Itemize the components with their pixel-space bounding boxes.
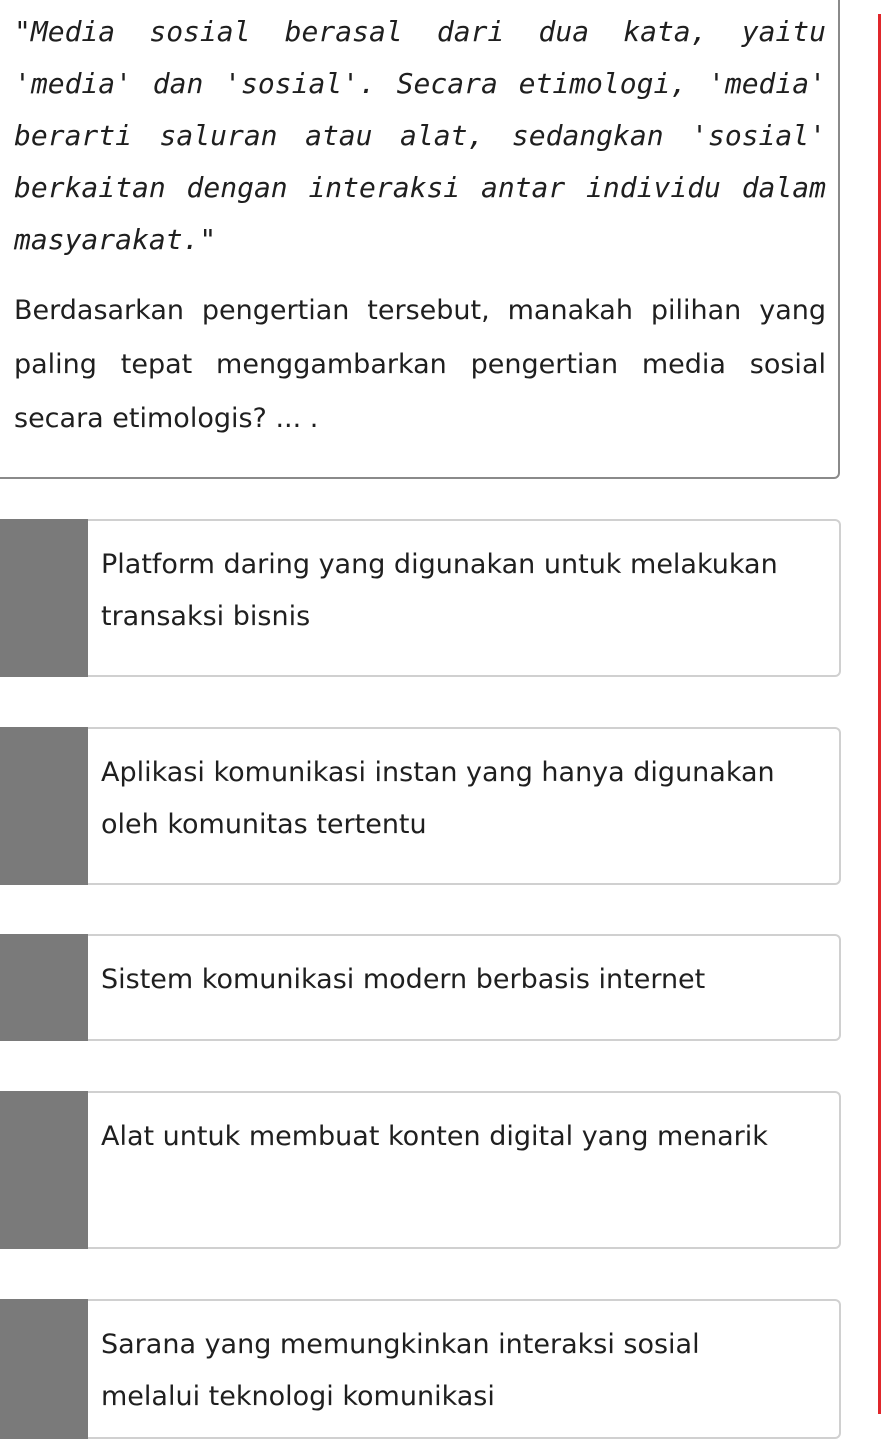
question-card bbox=[0, 0, 840, 479]
answer-option-4[interactable] bbox=[0, 1091, 841, 1249]
option-text: Aplikasi komunikasi instan yang hanya digunakan oleh komunitas tertentu bbox=[101, 757, 775, 840]
option-text: Alat untuk membuat konten digital yang menarik bbox=[101, 1121, 768, 1152]
question-quote: "Media sosial berasal dari dua kata, yaitu 'media' dan 'sosial'. Secara etimologi, 'media' berarti saluran atau alat, sedangkan 'sosial' berkaitan dengan interaksi antar individu dalam masyarakat." bbox=[14, 15, 826, 256]
answer-option-5[interactable] bbox=[0, 1299, 841, 1439]
scrollbar-track[interactable] bbox=[878, 14, 881, 1414]
option-marker[interactable] bbox=[0, 519, 88, 677]
option-marker[interactable] bbox=[0, 1091, 88, 1249]
option-marker[interactable] bbox=[0, 1299, 88, 1439]
option-text: Sarana yang memungkinkan interaksi sosial melalui teknologi komunikasi bbox=[101, 1329, 700, 1412]
question-prompt: Berdasarkan pengertian tersebut, manakah pilihan yang paling tepat menggambarkan pengertian media sosial secara etimologis? ... . bbox=[14, 295, 826, 434]
option-text: Sistem komunikasi modern berbasis internet bbox=[101, 964, 706, 995]
answer-option-1[interactable] bbox=[0, 519, 841, 677]
option-text: Platform daring yang digunakan untuk melakukan transaksi bisnis bbox=[101, 549, 778, 632]
option-marker[interactable] bbox=[0, 934, 88, 1041]
option-marker[interactable] bbox=[0, 727, 88, 885]
answer-option-2[interactable] bbox=[0, 727, 841, 885]
answer-option-3[interactable] bbox=[0, 934, 841, 1041]
